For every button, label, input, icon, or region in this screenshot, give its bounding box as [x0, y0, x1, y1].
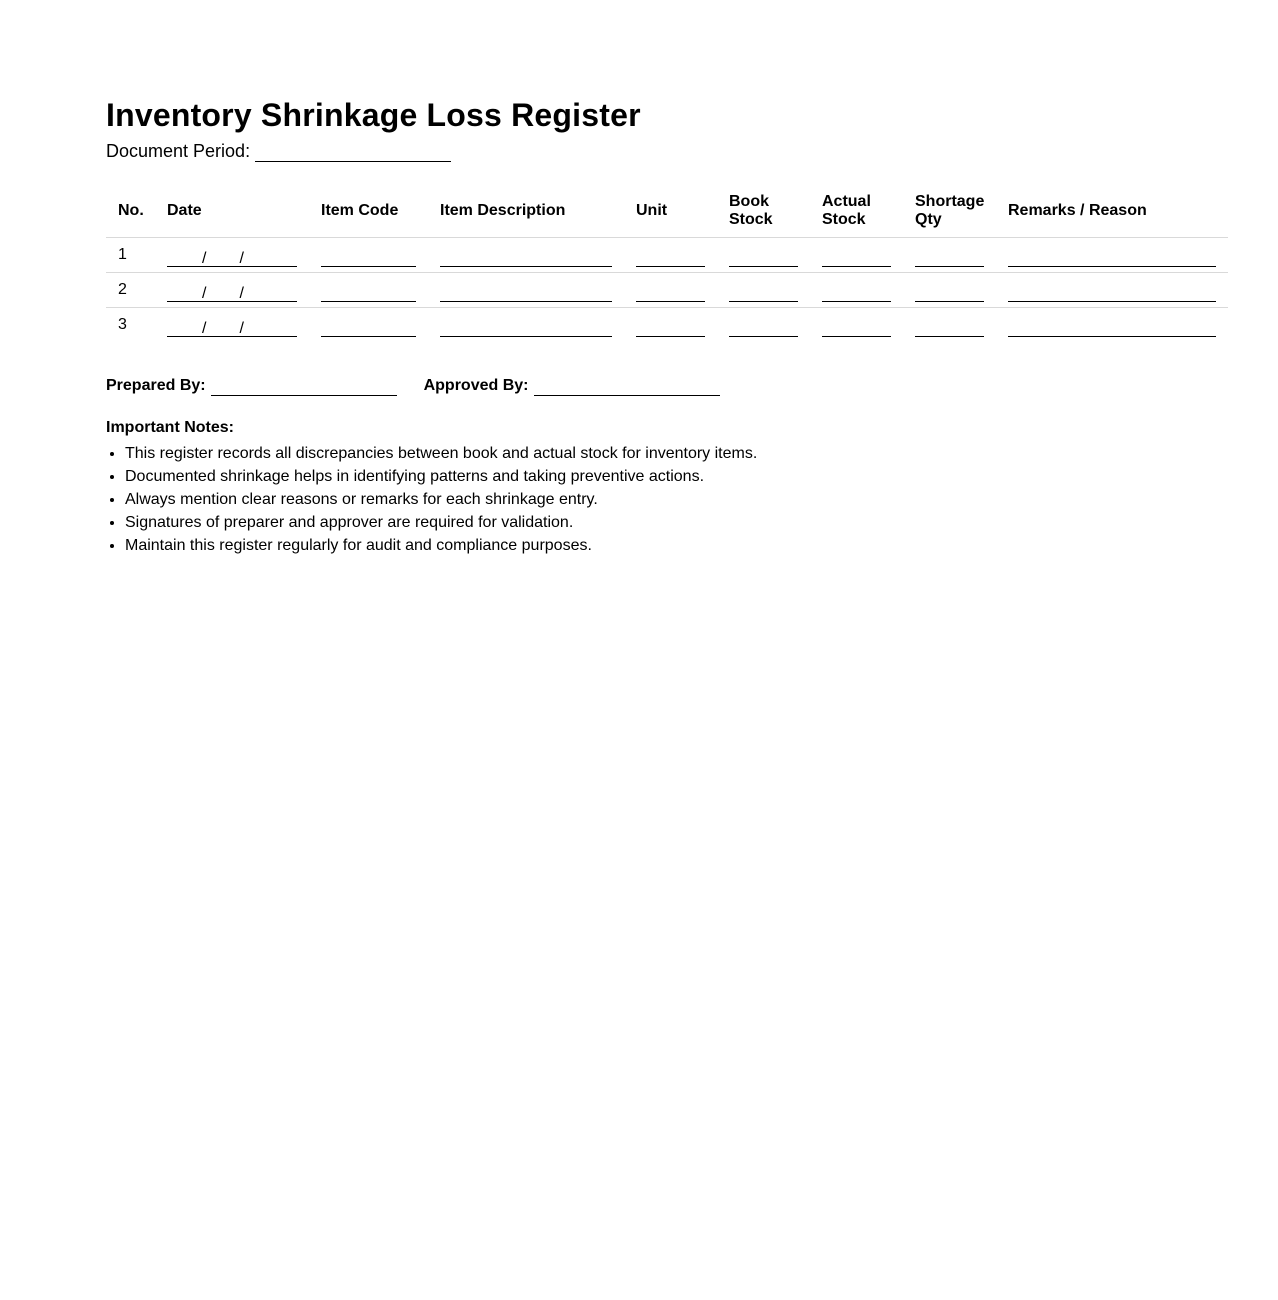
shortage-qty-cell [903, 308, 996, 343]
date-day-field[interactable] [167, 250, 202, 267]
document-page [106, 96, 1228, 557]
prepared-by [106, 376, 397, 396]
approved-by-field[interactable] [534, 379, 720, 396]
header-unit: Unit [636, 202, 668, 219]
header-book-stock: Book Stock [729, 193, 773, 228]
document-period-field[interactable] [255, 143, 451, 162]
book-stock-cell [717, 238, 810, 273]
notes-title: Important Notes: [106, 419, 234, 436]
date-year-field[interactable] [244, 285, 297, 302]
item-code-field[interactable] [321, 250, 416, 267]
document-period-label: Document Period: [106, 141, 251, 161]
actual-stock-cell [810, 308, 903, 343]
item-code-cell [309, 238, 428, 273]
unit-cell [624, 273, 717, 308]
book-stock-cell [717, 273, 810, 308]
approved-by-label: Approved By: [423, 377, 529, 394]
row-number: 3 [106, 308, 155, 343]
unit-cell [624, 238, 717, 273]
approved-by [424, 376, 720, 396]
page-title: Inventory Shrinkage Loss Register [106, 97, 641, 133]
prepared-by-label: Prepared By: [106, 377, 206, 394]
row-number: 1 [106, 238, 155, 273]
actual-stock-field[interactable] [822, 320, 891, 337]
book-stock-field[interactable] [729, 320, 798, 337]
date-separator: / [239, 319, 244, 337]
prepared-by-field[interactable] [211, 379, 397, 396]
date-day-field[interactable] [167, 285, 202, 302]
item-description-cell [428, 308, 624, 343]
shortage-qty-cell [903, 238, 996, 273]
date-cell [155, 238, 309, 273]
shortage-qty-field[interactable] [915, 250, 984, 267]
date-year-field[interactable] [244, 250, 297, 267]
item-description-field[interactable] [440, 285, 612, 302]
date-separator: / [202, 319, 207, 337]
date-month-field[interactable] [206, 285, 239, 302]
date-month-field[interactable] [206, 320, 239, 337]
date-cell [155, 308, 309, 343]
book-stock-cell [717, 308, 810, 343]
date-year-field[interactable] [244, 320, 297, 337]
date-separator: / [239, 249, 244, 267]
header-shortage-qty: Shortage Qty [915, 193, 985, 228]
item-description-field[interactable] [440, 250, 612, 267]
actual-stock-field[interactable] [822, 285, 891, 302]
date-separator: / [239, 284, 244, 302]
unit-field[interactable] [636, 285, 705, 302]
header-item-description: Item Description [440, 202, 566, 219]
header-item-code: Item Code [321, 202, 399, 219]
actual-stock-cell [810, 273, 903, 308]
item-code-cell [309, 308, 428, 343]
date-separator: / [202, 284, 207, 302]
item-description-cell [428, 238, 624, 273]
remarks-field[interactable] [1008, 285, 1216, 302]
actual-stock-field[interactable] [822, 250, 891, 267]
shrinkage-table [106, 183, 1228, 342]
remarks-cell [996, 273, 1228, 308]
shortage-qty-field[interactable] [915, 285, 984, 302]
header-remarks-reason: Remarks / Reason [1008, 202, 1147, 219]
remarks-field[interactable] [1008, 320, 1216, 337]
item-description-field[interactable] [440, 320, 612, 337]
header-actual-stock: Actual Stock [822, 193, 871, 228]
date-separator: / [202, 249, 207, 267]
signature-section [106, 376, 1228, 396]
date-month-field[interactable] [206, 250, 239, 267]
list-item: • This register records all discrepancies between book and actual stock for inventory items. [125, 442, 1228, 465]
header-no: No. [118, 202, 144, 219]
list-item: • Maintain this register regularly for audit and compliance purposes. [125, 534, 1228, 557]
table-row [106, 308, 1228, 343]
remarks-cell [996, 238, 1228, 273]
shortage-qty-cell [903, 273, 996, 308]
notes-list [106, 442, 1228, 557]
actual-stock-cell [810, 238, 903, 273]
book-stock-field[interactable] [729, 285, 798, 302]
list-item: • Always mention clear reasons or remarks for each shrinkage entry. [125, 488, 1228, 511]
item-code-field[interactable] [321, 320, 416, 337]
date-cell [155, 273, 309, 308]
item-description-cell [428, 273, 624, 308]
book-stock-field[interactable] [729, 250, 798, 267]
table-header-row [106, 183, 1228, 238]
list-item: • Documented shrinkage helps in identifying patterns and taking preventive actions. [125, 465, 1228, 488]
document-period [106, 140, 1228, 162]
remarks-cell [996, 308, 1228, 343]
item-code-field[interactable] [321, 285, 416, 302]
remarks-field[interactable] [1008, 250, 1216, 267]
row-number: 2 [106, 273, 155, 308]
unit-field[interactable] [636, 250, 705, 267]
unit-cell [624, 308, 717, 343]
header-date: Date [167, 202, 202, 219]
unit-field[interactable] [636, 320, 705, 337]
table-row [106, 273, 1228, 308]
shortage-qty-field[interactable] [915, 320, 984, 337]
table-row [106, 238, 1228, 273]
item-code-cell [309, 273, 428, 308]
list-item: • Signatures of preparer and approver are required for validation. [125, 511, 1228, 534]
date-day-field[interactable] [167, 320, 202, 337]
